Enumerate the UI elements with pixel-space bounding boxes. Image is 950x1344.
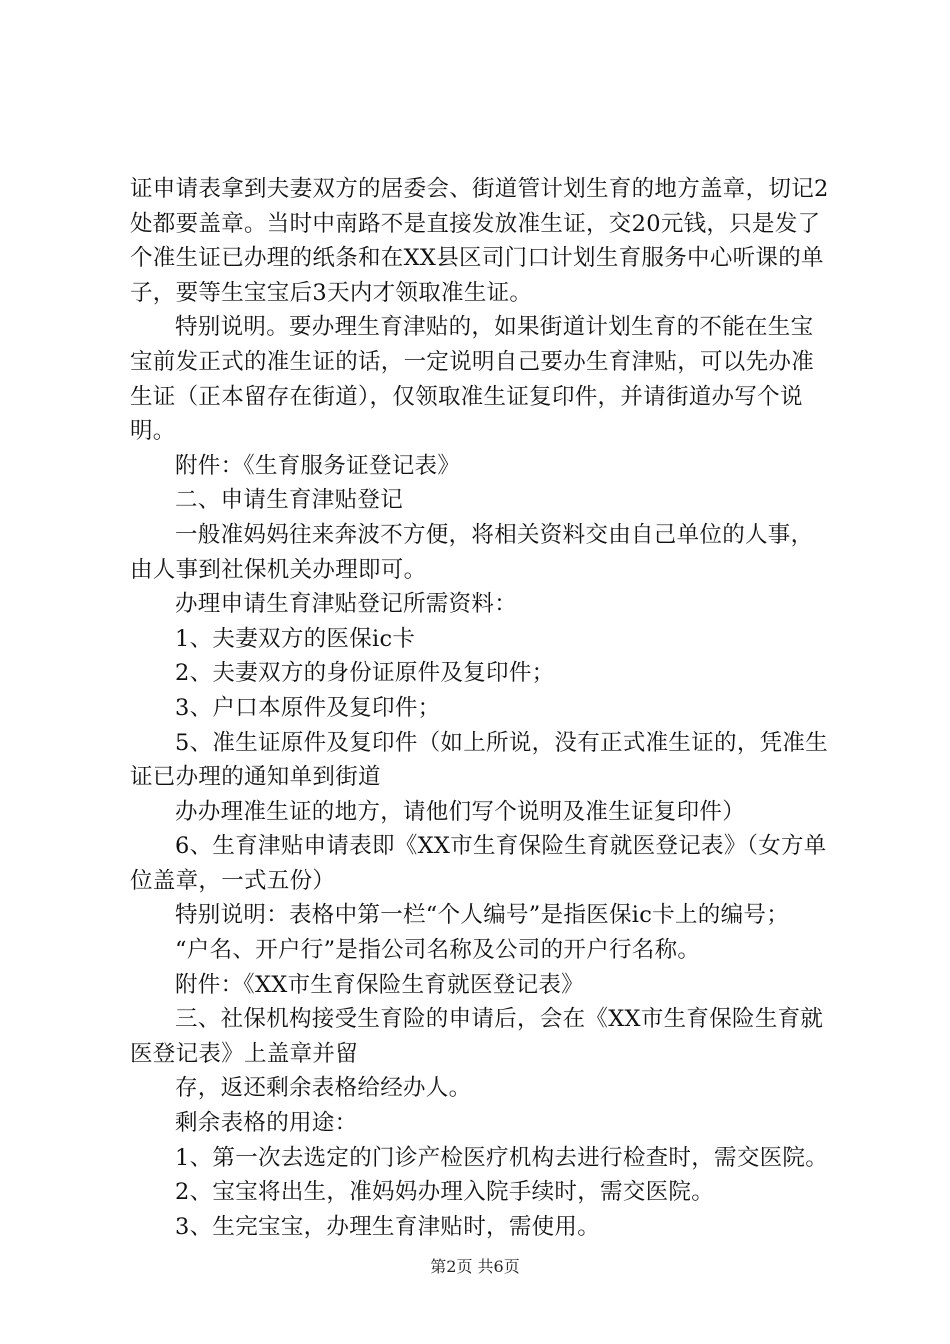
paragraph: 剩余表格的用途： <box>175 1110 358 1137</box>
paragraph: 办办理准生证的地方，请他们写个说明及准生证复印件） <box>175 798 746 825</box>
paragraph: 3、生完宝宝，办理生育津贴时，需使用。 <box>175 1213 601 1240</box>
paragraph: 6、生育津贴申请表即《XX市生育保险生育就医登记表》（女方单位盖章，一式五份） <box>130 833 827 894</box>
paragraph: 1、夫妻双方的医保ic卡 <box>175 625 416 652</box>
paragraph: 2、夫妻双方的身份证原件及复印件； <box>175 660 555 687</box>
paragraph: 1、第一次去选定的门诊产检医疗机构去进行检查时，需交医院。 <box>175 1144 829 1171</box>
paragraph: “户名、开户行”是指公司名称及公司的开户行名称。 <box>175 937 701 964</box>
paragraph: 特别说明。要办理生育津贴的，如果街道计划生育的不能在生宝宝前发正式的准生证的话，一定说明自己要办生育津贴，可以先办准生证（正本留存在街道），仅领取准生证复印件，并请街道办写个说明。 <box>130 314 815 445</box>
paragraph: 二、申请生育津贴登记 <box>175 487 404 514</box>
paragraph: 3、户口本原件及复印件； <box>175 694 441 721</box>
paragraph: 办理申请生育津贴登记所需资料： <box>175 591 518 618</box>
paragraph: 2、宝宝将出生，准妈妈办理入院手续时，需交医院。 <box>175 1179 715 1206</box>
document-body <box>130 172 830 1244</box>
paragraph: 附件：《XX市生育保险生育就医登记表》 <box>175 971 584 998</box>
paragraph: 附件：《生育服务证登记表》 <box>175 452 461 479</box>
page-footer <box>0 1254 950 1277</box>
paragraph: 特别说明：表格中第一栏“个人编号”是指医保ic卡上的编号； <box>175 902 790 929</box>
paragraph: 证申请表拿到夫妻双方的居委会、街道管计划生育的地方盖章，切记2处都要盖章。当时中南路不是直接发放准生证，交20元钱，只是发了个准生证已办理的纸条和在XX县区司门口计划生育服务中心听课的单子，要等生宝宝后3天内才领取准生证。 <box>130 176 829 306</box>
paragraph: 存，返还剩余表格给经办人。 <box>175 1075 472 1102</box>
page-number: 第2页 共6页 <box>430 1257 520 1276</box>
paragraph: 5、准生证原件及复印件（如上所说，没有正式准生证的，凭准生证已办理的通知单到街道 <box>130 729 829 791</box>
paragraph: 一般准妈妈往来奔波不方便，将相关资料交由自己单位的人事，由人事到社保机关办理即可。 <box>130 521 814 583</box>
paragraph: 三、社保机构接受生育险的申请后，会在《XX市生育保险生育就医登记表》上盖章并留 <box>130 1006 824 1067</box>
